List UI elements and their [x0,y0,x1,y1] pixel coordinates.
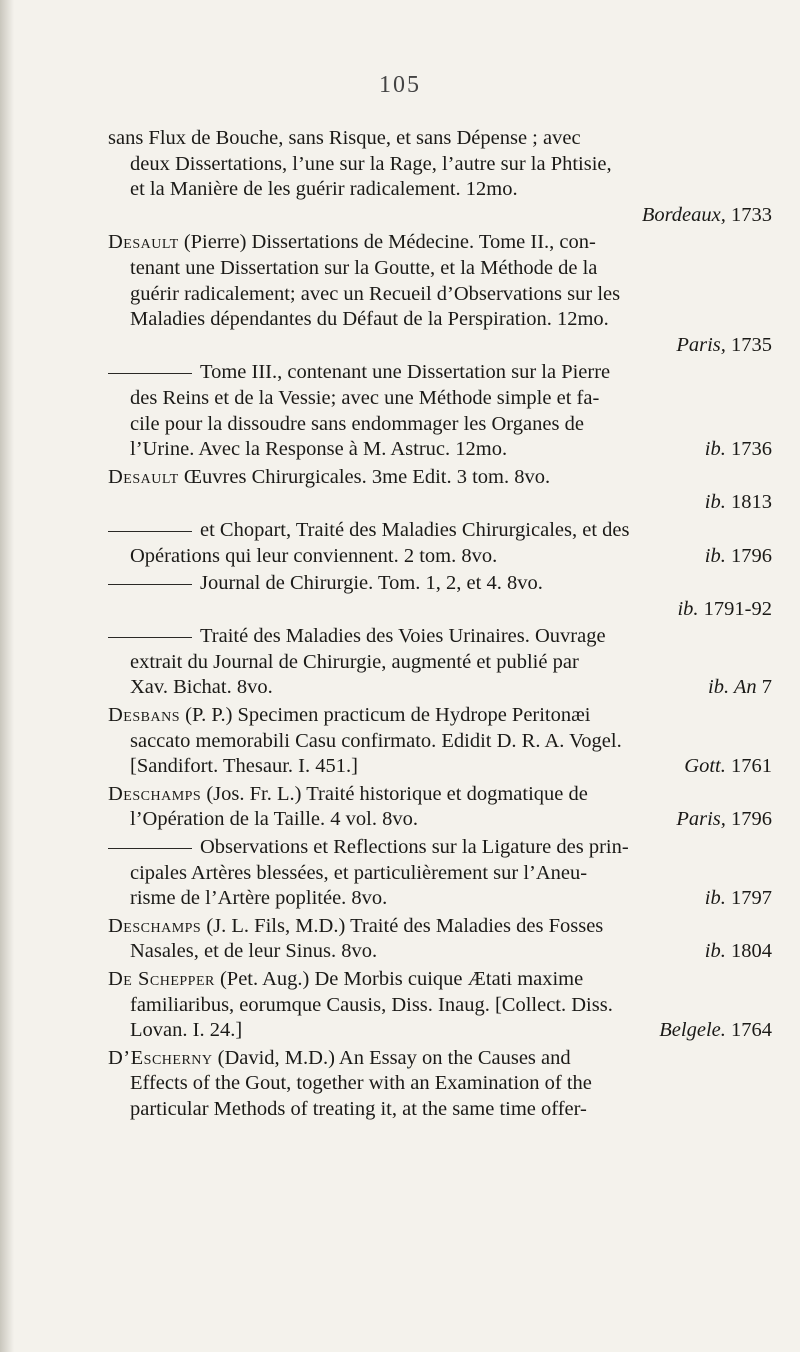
entry-line: cile pour la dissoudre sans endommager les Organes de [130,412,584,435]
entry-text: risme de l’Artère poplitée. 8vo. [130,887,388,910]
entry-imprint [705,939,772,965]
entry-line [108,544,772,570]
entry-text: Xav. Bichat. 8vo. [130,676,273,699]
entry-author: D’Escherny [108,1046,213,1069]
bibliography-entry [108,571,772,622]
entry-line: saccato memorabili Casu confirmato. Edidit D. R. A. Vogel. [130,729,622,752]
bibliography-entry [108,835,772,912]
entry-line [108,1018,772,1044]
bibliography-entry [108,782,772,833]
ditto-rule [108,637,192,638]
entry-imprint [108,597,772,623]
entry-line: des Reins et de la Vessie; avec une Méthode simple et fa- [130,386,600,409]
entry-author: De Schepper [108,968,215,990]
entry-line [108,754,772,780]
ditto-rule [108,584,192,585]
page-edge-shadow [0,0,14,1352]
entry-text: (Pierre) Dissertations de Médecine. Tome II., con- [178,231,596,254]
imprint-year: 1736 [731,438,772,461]
imprint-place: Paris, [676,333,726,356]
bibliography-entry [108,360,772,462]
entry-line: particular Methods of treating it, at the same time offer- [130,1097,587,1120]
imprint-year: 1797 [731,887,772,910]
entry-line [108,914,772,940]
bibliography-entries [108,126,772,1125]
bibliography-entry [108,518,772,569]
entry-author: Deschamps [108,782,202,805]
entry-line [108,675,772,701]
imprint-place: Gott. [684,755,726,778]
imprint-year: 7 [761,676,772,699]
bibliography-entry [108,465,772,516]
entry-text: (Pet. Aug.) De Morbis cuique Ætati maxime [214,968,584,990]
bibliography-entry [108,914,772,965]
entry-line: guérir radicalement; avec un Recueil d’Observations sur les [130,282,621,305]
page-number: 105 [379,72,421,98]
entry-line [108,835,772,861]
entry-text: (P. P.) Specimen practicum de Hydrope Peritonæi [180,704,591,727]
ditto-rule [108,848,192,849]
entry-author: Deschamps [108,914,202,937]
ditto-rule [108,531,192,532]
entry-line [108,782,772,808]
entry-line: sans Flux de Bouche, sans Risque, et sans Dépense ; avec [108,127,581,149]
entry-author: Desbans [108,704,180,727]
bibliography-entry [108,967,772,1044]
imprint-year: 1791-92 [703,597,772,620]
entry-line [108,230,772,256]
imprint-year: 1796 [731,808,772,831]
entry-line: Maladies dépendantes du Défaut de la Perspiration. 12mo. [130,308,609,331]
entry-imprint [705,437,772,463]
imprint-year: 1761 [731,755,772,778]
entry-line [108,624,772,650]
imprint-place: ib. [704,491,726,514]
imprint-year: 1764 [731,1019,772,1042]
entry-text: (David, M.D.) An Essay on the Causes and [212,1046,571,1069]
entry-line: Effects of the Gout, together with an Examination of the [130,1072,592,1095]
bibliography-entry [108,703,772,780]
entry-line [108,465,772,491]
entry-text: Journal de Chirurgie. Tom. 1, 2, et 4. 8vo. [200,572,543,595]
entry-imprint [708,675,772,701]
entry-author: Desault [108,465,179,488]
entry-text: (J. L. Fils, M.D.) Traité des Maladies des Fosses [201,914,604,937]
bibliography-entry [108,126,772,228]
entry-line: tenant une Dissertation sur la Goutte, et la Méthode de la [130,256,598,279]
entry-line [108,571,772,597]
entry-text: [Sandifort. Thesaur. I. 451.] [130,755,358,778]
imprint-place: Paris, [676,808,726,831]
entry-imprint [684,754,772,780]
entry-line [108,939,772,965]
entry-text: Opérations qui leur conviennent. 2 tom. 8vo. [130,544,498,567]
imprint-year: 1735 [731,333,772,356]
entry-imprint [676,807,772,833]
imprint-year: 1804 [731,940,772,963]
imprint-year: 1813 [731,491,772,514]
imprint-place: Bordeaux, [641,203,726,226]
entry-line [108,1046,772,1072]
entry-imprint [705,544,772,570]
entry-line: extrait du Journal de Chirurgie, augmenté et publié par [130,650,579,673]
entry-imprint [659,1018,772,1044]
imprint-place: Belgele. [659,1019,726,1042]
entry-imprint [108,333,772,359]
entry-imprint [108,203,772,229]
entry-imprint [108,490,772,516]
entry-imprint [705,886,772,912]
entry-line [108,886,772,912]
imprint-place: ib. [704,438,726,461]
entry-text: Observations et Reflections sur la Ligature des prin- [200,836,629,859]
imprint-place: ib. An [708,676,757,699]
imprint-place: ib. [704,544,726,567]
entry-line [108,703,772,729]
entry-text: Traité des Maladies des Voies Urinaires. Ouvrage [200,625,606,648]
entry-line [108,967,772,993]
entry-line [108,437,772,463]
entry-text: l’Opération de la Taille. 4 vol. 8vo. [130,808,418,831]
entry-text: Œuvres Chirurgicales. 3me Edit. 3 tom. 8vo. [178,465,551,488]
entry-line: deux Dissertations, l’une sur la Rage, l’autre sur la Phtisie, [130,152,612,175]
entry-text: l’Urine. Avec la Response à M. Astruc. 12mo. [130,438,508,461]
entry-text: (Jos. Fr. L.) Traité historique et dogmatique de [201,782,588,805]
entry-text: Lovan. I. 24.] [130,1019,243,1042]
bibliography-entry [108,1046,772,1123]
entry-line [108,518,772,544]
entry-author: Desault [108,231,179,254]
ditto-rule [108,373,192,374]
imprint-year: 1733 [731,203,772,226]
imprint-year: 1796 [731,544,772,567]
bibliography-entry [108,624,772,701]
entry-text: et Chopart, Traité des Maladies Chirurgicales, et des [200,518,630,541]
entry-line [108,807,772,833]
entry-line [108,360,772,386]
imprint-place: ib. [704,940,726,963]
entry-text: Nasales, et de leur Sinus. 8vo. [130,940,378,963]
imprint-place: ib. [677,597,699,620]
entry-text: Tome III., contenant une Dissertation sur la Pierre [200,361,611,384]
bibliography-entry [108,230,772,358]
entry-line: cipales Artères blessées, et particulièrement sur l’Aneu- [130,861,588,884]
imprint-place: ib. [704,887,726,910]
entry-line: et la Manière de les guérir radicalement. 12mo. [130,178,518,201]
entry-line: familiaribus, eorumque Causis, Diss. Inaug. [Collect. Diss. [130,993,613,1016]
